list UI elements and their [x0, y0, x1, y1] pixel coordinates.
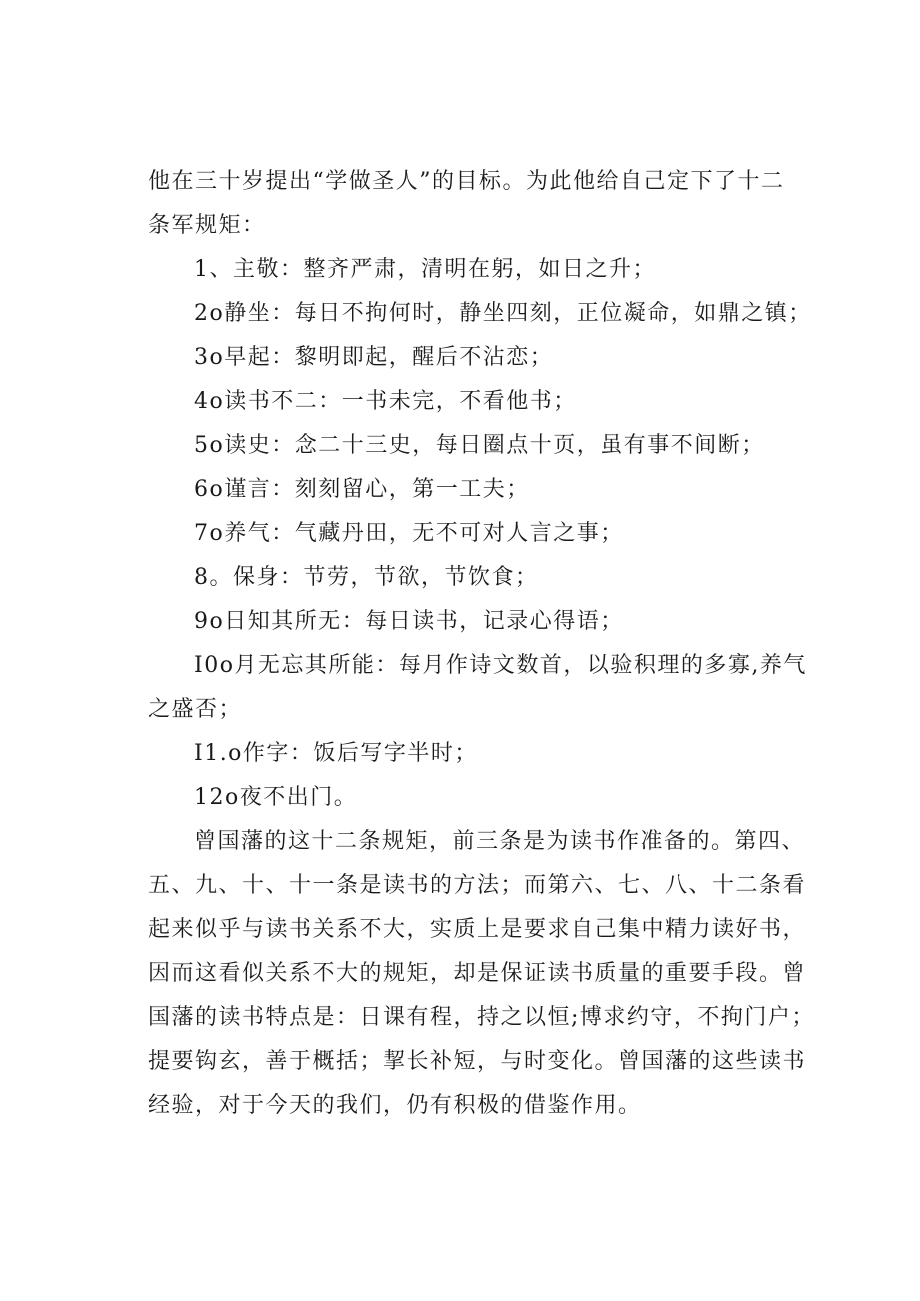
rule-item: I0o月无忘其所能：每月作诗文数首，以验积理的多寡,养气 [194, 653, 807, 678]
conclusion-line: 经验，对于今天的我们，仍有积极的借鉴作用。 [148, 1093, 642, 1118]
rule-item: 9o日知其所无：每日读书，记录心得语； [194, 609, 624, 634]
conclusion-line: 提要钩玄，善于概括；挈长补短，与时变化。曾国藩的这些读书 [148, 1049, 807, 1074]
conclusion-line: 国藩的读书特点是：日课有程，持之以恒;博求约守，不拘门户； [148, 1005, 815, 1030]
conclusion-line: 因而这看似关系不大的规矩，却是保证读书质量的重要手段。曾 [148, 961, 807, 986]
rule-item: 1、主敬：整齐严肃，清明在躬，如日之升； [194, 257, 656, 282]
conclusion-line: 曾国藩的这十二条规矩，前三条是为读书作准备的。第四、 [194, 829, 806, 854]
rule-item: 4o读书不二：一书未完，不看他书； [194, 389, 577, 414]
intro-line: 他在三十岁提出“学做圣人”的目标。为此他给自己定下了十二 [148, 169, 785, 194]
rule-item: 2o静坐：每日不拘何时，静坐四刻，正位凝命，如鼎之镇； [194, 301, 812, 326]
rule-item: 3o早起：黎明即起，醒后不沾恋； [194, 345, 554, 370]
rule-item: 5o读史：念二十三史，每日圈点十页，虽有事不间断； [194, 433, 765, 458]
conclusion-line: 五、九、十、十一条是读书的方法；而第六、七、八、十二条看 [148, 873, 807, 898]
rule-item: 12o夜不出门。 [194, 785, 358, 810]
document-body [148, 160, 818, 1128]
rule-item-continued: 之盛否； [148, 697, 243, 722]
intro-line: 条军规矩： [148, 213, 266, 238]
rule-item: I1.o作字：饭后写字半时； [194, 741, 478, 766]
rule-item: 7o养气：气藏丹田，无不可对人言之事； [194, 521, 624, 546]
rule-item: 8。保身：节劳，节欲，节饮食； [194, 565, 539, 590]
conclusion-line: 起来似乎与读书关系不大，实质上是要求自己集中精力读好书， [148, 917, 807, 942]
rule-item: 6o谨言：刻刻留心，第一工夫； [194, 477, 530, 502]
